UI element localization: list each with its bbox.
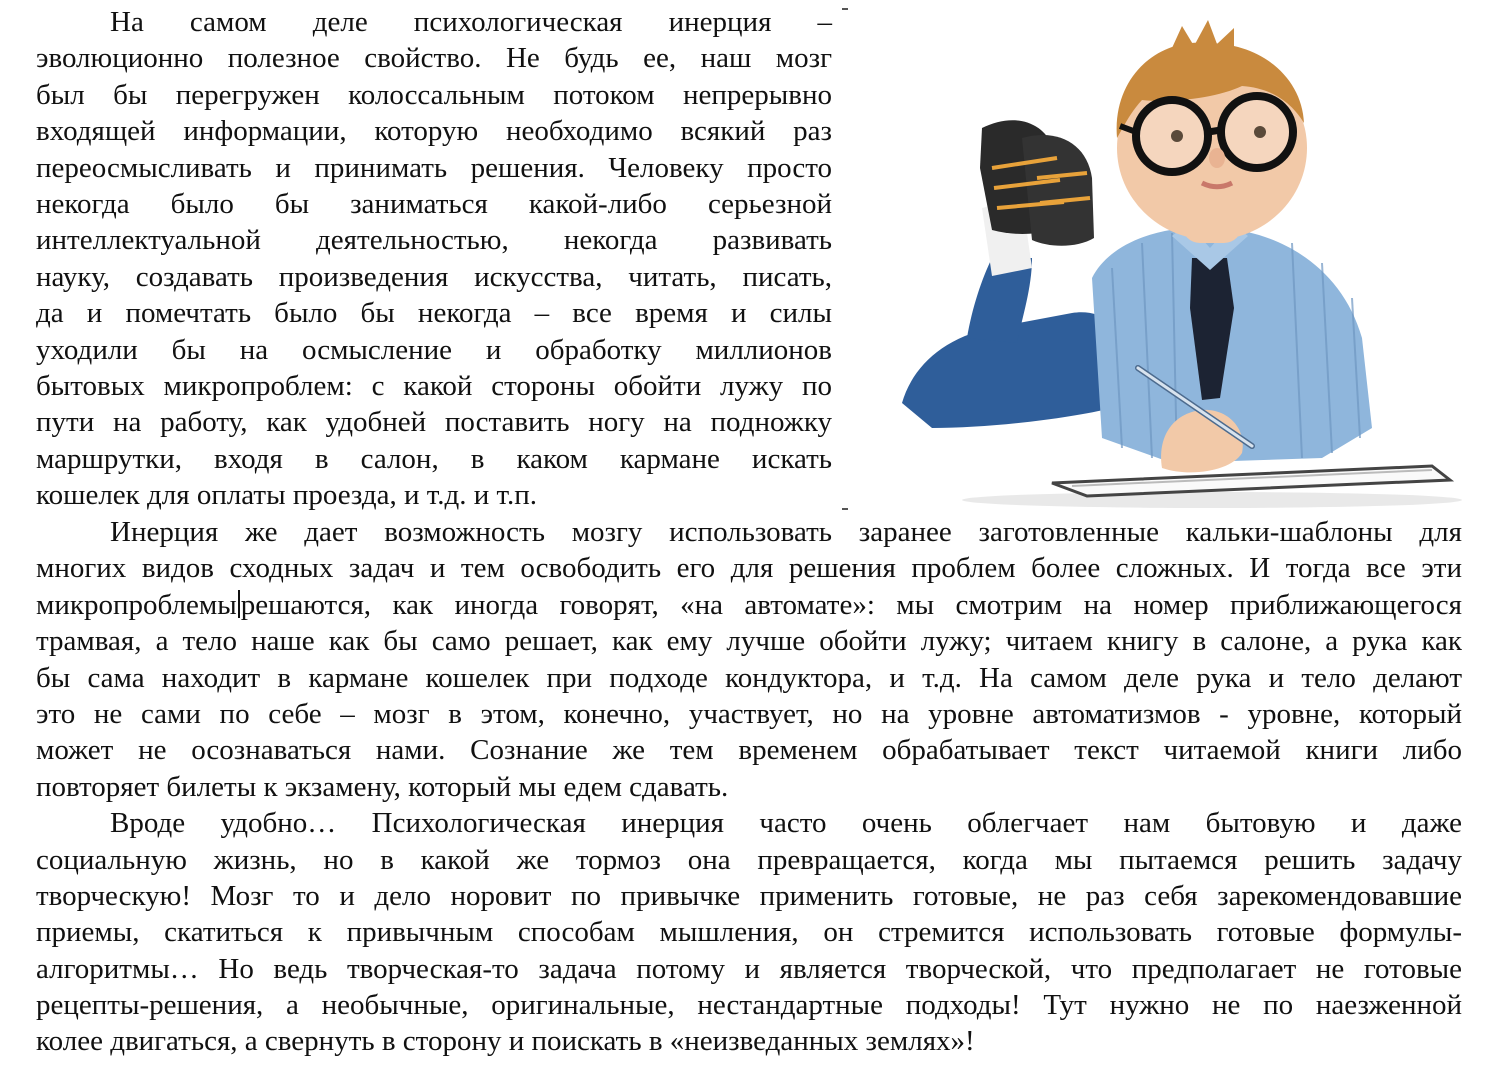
page-margin-mark <box>842 508 848 510</box>
text-line: уходили бы на осмысление и обработку миллионов <box>36 333 832 366</box>
text-line: рецепты-решения, а необычные, оригинальные, нестандартные подходы! Тут нужно не по наезженной <box>36 989 1462 1022</box>
text-line: может не осознаваться нами. Сознание же тем временем обрабатывает текст читаемой книги либо <box>36 734 1462 767</box>
text-line: трамвая, а тело наше как бы само решает, как ему лучше обойти лужу; читаем книгу в салоне, а рука как <box>36 625 1462 658</box>
text-line: бытовых микропроблем: с какой стороны обойти лужу по <box>36 369 832 402</box>
text-line: был бы перегружен колоссальным потоком непрерывно <box>36 78 832 111</box>
text-line: социальную жизнь, но в какой же тормоз она превращается, когда мы пытаемся решить задачу <box>36 843 1462 876</box>
page-margin-mark <box>842 8 848 10</box>
text-line: входящей информации, которую необходимо всякий раз <box>36 115 832 148</box>
paragraph-2-and-3 <box>36 514 1462 1060</box>
text-line: кошелек для оплаты проезда, и т.д. и т.п. <box>36 479 538 512</box>
text-line: приемы, скатиться к привычным способам мышления, он стремится использовать готовые формулы- <box>36 916 1462 949</box>
text-line: творческую! Мозг то и дело норовит по привычке применить готовые, не раз себя зарекомендовавшие <box>36 879 1462 912</box>
text-line: повторяет билеты к экзамену, который мы едем сдавать. <box>36 770 729 803</box>
text-segment: решаются, как иногда говорят, «на автомате»: мы смотрим на номер приближающегося <box>240 588 1462 621</box>
text-segment: микропроблемы <box>36 588 237 621</box>
text-line: интеллектуальной деятельностью, некогда развивать <box>36 224 832 257</box>
text-line: алгоритмы… Но ведь творческая-то задача потому и является творческой, что предполагает не готовые <box>36 952 1462 985</box>
text-line: На самом деле психологическая инерция – <box>110 6 832 38</box>
text-line: маршрутки, входя в салон, в каком кармане искать <box>36 442 832 475</box>
text-line: Инерция же дает возможность мозгу использовать заранее заготовленные кальки-шаблоны для <box>110 516 1462 548</box>
text-line: бы сама находит в кармане кошелек при подходе кондуктора, и т.д. На самом деле рука и тело делают <box>36 661 1462 694</box>
text-line: некогда было бы заниматься какой-либо серьезной <box>36 187 832 220</box>
boy-with-glasses-image <box>872 8 1468 508</box>
text-line: многих видов сходных задач и тем освободить его для решения проблем более сложных. И тогда все эти <box>36 552 1462 585</box>
text-cursor <box>238 590 240 618</box>
text-line: колее двигаться, а свернуть в сторону и поискать в «неизведанных землях»! <box>36 1025 975 1058</box>
text-line: Вроде удобно… Психологическая инерция часто очень облегчает нам бытовую и даже <box>110 807 1462 840</box>
text-line: да и помечтать было бы некогда – все время и силы <box>36 297 832 330</box>
text-line-with-caret[interactable] <box>36 587 1462 623</box>
boy-illustration <box>872 8 1468 508</box>
text-line: эволюционно полезное свойство. Не будь ее, наш мозг <box>36 42 832 75</box>
text-line: пути на работу, как удобней поставить ногу на подножку <box>36 406 832 439</box>
text-line: переосмысливать и принимать решения. Человеку просто <box>36 151 832 184</box>
text-line: это не сами по себе – мозг в этом, конечно, участвует, но на уровне автоматизмов - уровне, который <box>36 697 1462 730</box>
text-line: науку, создавать произведения искусства, читать, писать, <box>36 260 832 293</box>
paragraph-1 <box>36 4 832 513</box>
